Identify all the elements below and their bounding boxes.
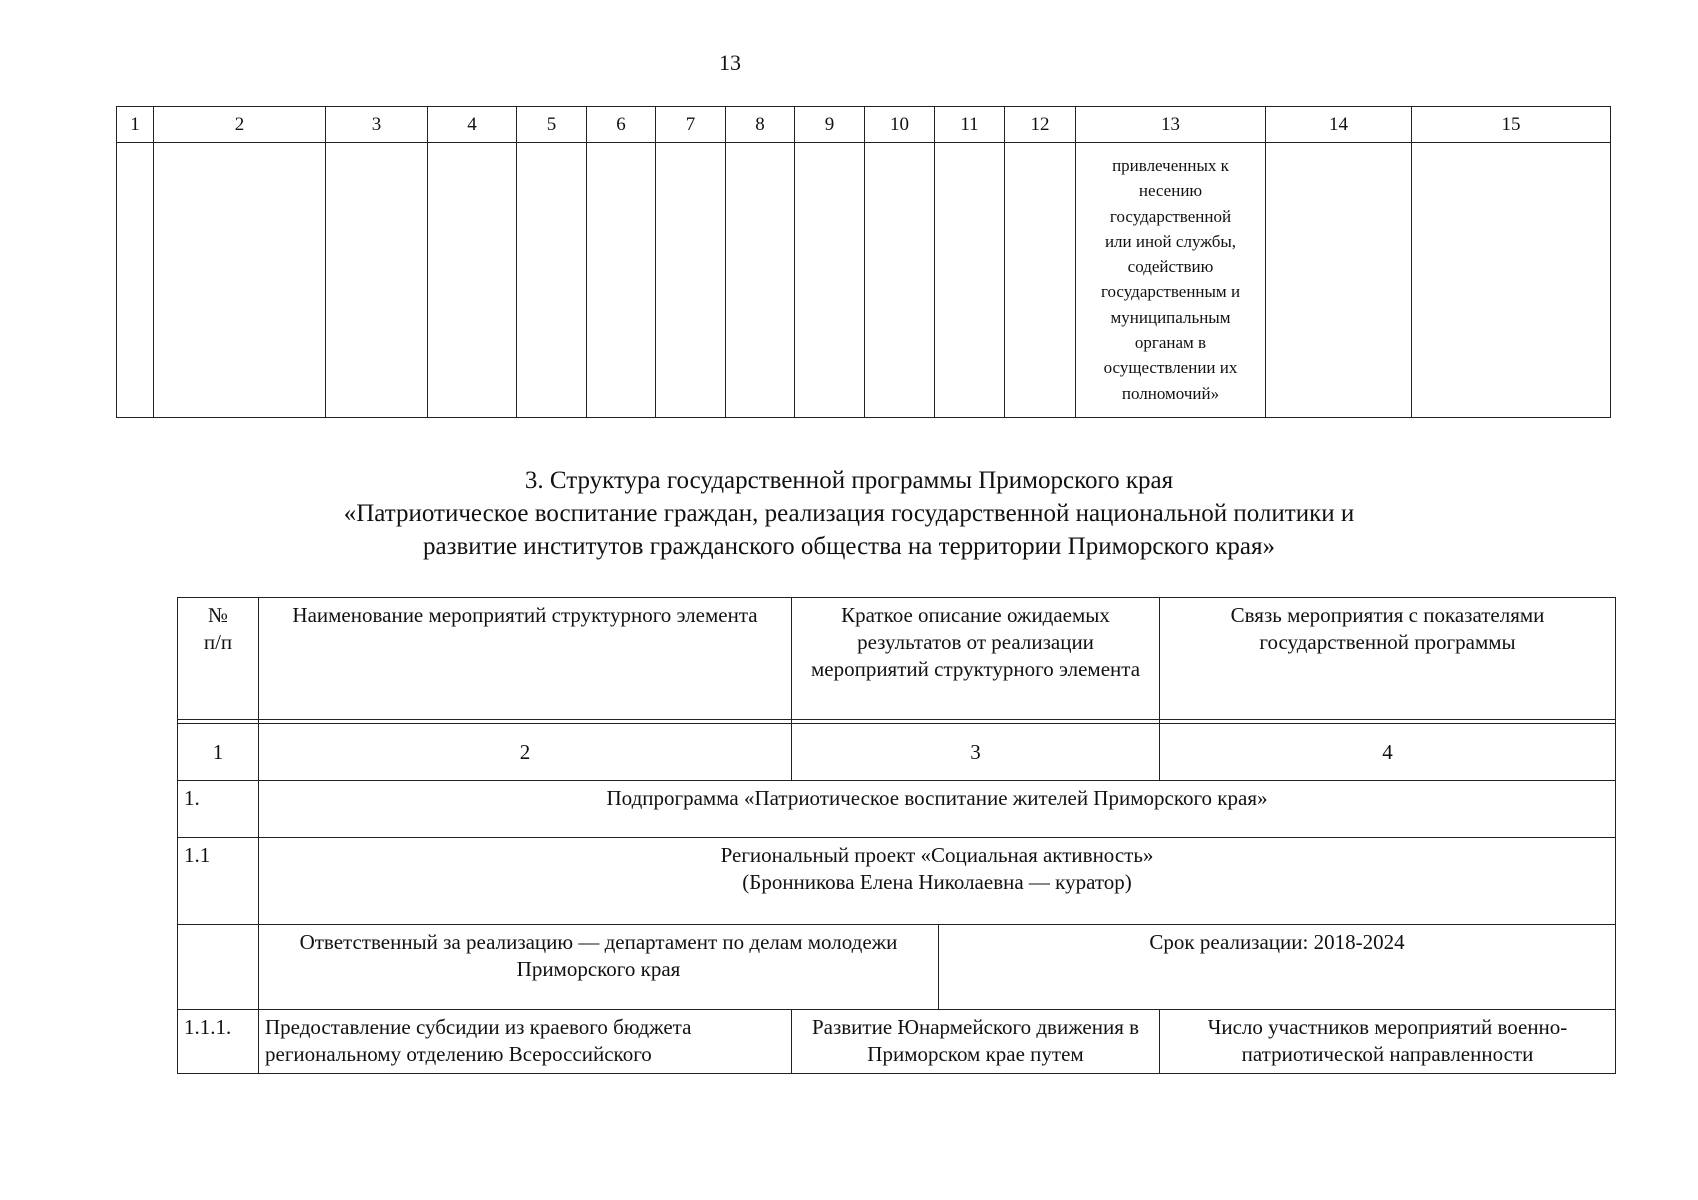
activity-indicator: Число участников мероприятий военно-патриотической направленности (1160, 1010, 1616, 1074)
header-row (178, 598, 1616, 720)
heading-line: «Патриотическое воспитание граждан, реализация государственной национальной политики и (343, 500, 1355, 527)
column-number: 3 (792, 724, 1160, 781)
column-number: 4 (1160, 724, 1616, 781)
text-line: несению (1138, 181, 1203, 201)
column-number: 14 (1266, 107, 1412, 143)
text-line: государственной (1109, 206, 1232, 226)
empty-cell (795, 143, 865, 418)
empty-cell (1005, 143, 1076, 418)
subprogram-title: Подпрограмма «Патриотическое воспитание жителей Приморского края» (259, 781, 1616, 838)
text-line: или иной службы, (1104, 231, 1237, 251)
project-title: Региональный проект «Социальная активность» (720, 843, 1154, 867)
text-line: осуществлении их (1103, 358, 1238, 378)
continuation-row (117, 143, 1611, 418)
column-number: 15 (1412, 107, 1611, 143)
heading-line: развитие институтов гражданского общества на территории Приморского края» (423, 533, 1275, 560)
activity-result: Развитие Юнармейского движения в Приморском крае путем (792, 1010, 1160, 1074)
empty-cell (726, 143, 795, 418)
column-number: 3 (326, 107, 428, 143)
empty-cell (326, 143, 428, 418)
row-number: 1. (178, 781, 259, 838)
column-number: 1 (178, 724, 259, 781)
empty-cell (428, 143, 517, 418)
section-heading (0, 464, 1698, 563)
row-number: 1.1 (178, 838, 259, 925)
responsible-row (178, 925, 1616, 1010)
text-line: органам в (1134, 333, 1207, 353)
empty-cell (656, 143, 726, 418)
header-cell-results: Краткое описание ожидаемых результатов от реализации мероприятий структурного элемента (792, 598, 1160, 720)
text-line: полномочий» (1121, 383, 1220, 403)
text-line: государственным и (1100, 282, 1241, 302)
column-number-row (178, 724, 1616, 781)
empty-cell (1412, 143, 1611, 418)
column-number: 8 (726, 107, 795, 143)
column-number: 10 (865, 107, 935, 143)
text-line: содействию (1127, 257, 1214, 277)
subprogram-row (178, 781, 1616, 838)
header-number-sign: № (207, 603, 229, 627)
column-number: 1 (117, 107, 154, 143)
column-number: 6 (587, 107, 656, 143)
structure-table (177, 597, 1616, 1074)
column-number: 11 (935, 107, 1005, 143)
column-number: 5 (517, 107, 587, 143)
column-number: 12 (1005, 107, 1076, 143)
empty-cell (117, 143, 154, 418)
responsible-cell: Ответственный за реализацию — департамент по делам молодежи Приморского края (259, 925, 939, 1010)
page-number: 13 (719, 50, 741, 75)
row-number: 1.1.1. (178, 1010, 259, 1074)
term-cell: Срок реализации: 2018-2024 (939, 925, 1616, 1010)
empty-cell (517, 143, 587, 418)
empty-cell (865, 143, 935, 418)
project-curator: (Бронникова Елена Николаевна — куратор) (742, 870, 1132, 894)
column-number: 13 (1076, 107, 1266, 143)
activity-row (178, 1010, 1616, 1074)
empty-cell (1266, 143, 1412, 418)
header-cell-number (178, 598, 259, 720)
column-number: 9 (795, 107, 865, 143)
text-line: привлеченных к (1112, 156, 1229, 175)
empty-cell (935, 143, 1005, 418)
heading-line: 3. Структура государственной программы Приморского края (524, 467, 1174, 494)
column-number-row (117, 107, 1611, 143)
header-cell-name: Наименование мероприятий структурного элемента (259, 598, 792, 720)
continued-text-cell (1076, 143, 1266, 418)
empty-cell (587, 143, 656, 418)
project-row (178, 838, 1616, 925)
continuation-table (116, 106, 1611, 418)
activity-name: Предоставление субсидии из краевого бюджета региональному отделению Всероссийского (259, 1010, 792, 1074)
column-number: 2 (259, 724, 792, 781)
header-cell-indicators: Связь мероприятия с показателями государственной программы (1160, 598, 1616, 720)
project-cell (259, 838, 1616, 925)
text-line: муниципальным (1110, 307, 1231, 327)
column-number: 7 (656, 107, 726, 143)
column-number: 2 (154, 107, 326, 143)
header-number-abbrev: п/п (203, 630, 233, 654)
empty-cell (178, 925, 259, 1010)
column-number: 4 (428, 107, 517, 143)
empty-cell (154, 143, 326, 418)
